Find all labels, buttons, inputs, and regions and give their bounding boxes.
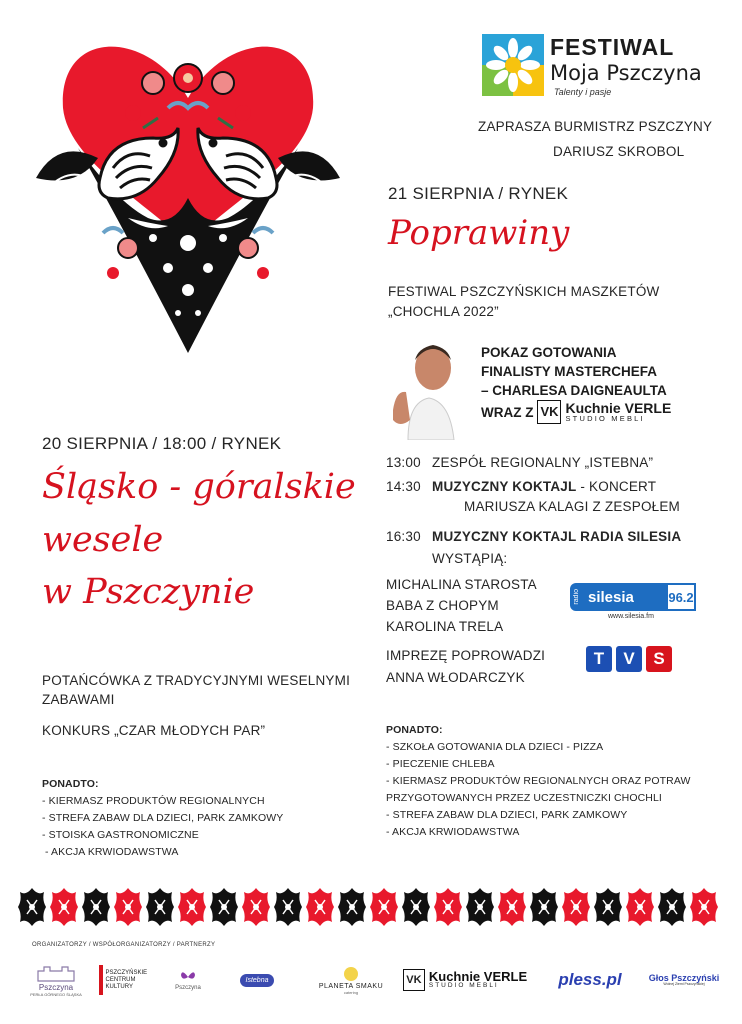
verle-vk-icon: VK	[537, 400, 561, 424]
tvs-letter-s: S	[646, 646, 672, 672]
heart-doves-illustration	[28, 28, 348, 358]
verle-brand-footer	[429, 970, 527, 990]
schedule-row	[386, 529, 706, 551]
chef-line-3: – CHARLESA DAIGNEAULTA	[481, 383, 667, 398]
footer-label: ORGANIZATORZY / WSPÓŁORGANIZATORZY / PARTNERZY	[32, 942, 216, 948]
list-item: - STREFA ZABAW DLA DZIECI, PARK ZAMKOWY	[386, 809, 628, 821]
day2-title: Poprawiny	[388, 213, 570, 253]
logo-festiwal-text: FESTIWAL	[550, 34, 675, 60]
day1-line-3: KONKURS „CZAR MŁODYCH PAR”	[42, 723, 266, 738]
sponsor-name: Istebna	[240, 974, 275, 987]
radio-name: silesia	[588, 588, 634, 606]
sponsor-istebna-logo	[236, 960, 278, 1000]
day1-title-1: Śląsko - góralskie	[42, 467, 356, 507]
schedule-text: - KONCERT	[576, 479, 657, 494]
schedule-text: MARIUSZA KALAGI Z ZESPOŁEM	[464, 499, 680, 514]
chef-photo	[388, 330, 470, 440]
day1-ponadto-title: PONADTO:	[42, 778, 99, 790]
list-item: - AKCJA KRWIODAWSTWA	[386, 826, 520, 838]
castle-icon	[36, 963, 76, 983]
radio-url: www.silesia.fm	[608, 613, 654, 620]
schedule-time: 16:30	[386, 529, 421, 544]
list-item: - KIERMASZ PRODUKTÓW REGIONALNYCH	[42, 795, 265, 807]
schedule-bold: MUZYCZNY KOKTAJL RADIA SILESIA	[432, 529, 682, 544]
sponsor-pless-logo	[548, 960, 632, 1000]
sponsor-pck-logo	[96, 960, 158, 1000]
performer: BABA Z CHOPYM	[386, 598, 499, 613]
sponsor-name: Głos Pszczyński	[648, 972, 720, 983]
radio-silesia-logo	[570, 583, 696, 623]
invite-line-2: DARIUSZ SKROBOL	[553, 144, 685, 159]
sponsor-name: PSZCZYŃSKIE CENTRUM KULTURY	[105, 969, 148, 990]
sponsor-sub: Wolnej Ziemi Pszczyńskiej	[663, 981, 705, 986]
pck-bar-icon	[99, 965, 103, 995]
host-line-1: IMPREZĘ POPROWADZI	[386, 648, 546, 663]
performers-list	[386, 574, 537, 637]
verle-vk-icon: VK	[403, 969, 425, 991]
invite-line-1: ZAPRASZA BURMISTRZ PSZCZYNY	[478, 119, 713, 134]
chef-announcement	[481, 343, 671, 424]
verle-name: Kuchnie VERLE	[565, 400, 672, 417]
radio-word: radio	[573, 589, 580, 605]
sponsor-sub: PERŁA GÓRNEGO ŚLĄSKA	[30, 992, 82, 997]
list-item: - PIECZENIE CHLEBA	[386, 758, 495, 770]
daisy-logo-icon	[482, 34, 544, 96]
butterfly-icon	[180, 969, 196, 985]
day1-ponadto-list	[42, 793, 283, 861]
chef-line-1: POKAZ GOTOWANIA	[481, 345, 617, 360]
chef-line-4	[481, 400, 671, 424]
day1-line-2: ZABAWAMI	[42, 692, 115, 707]
schedule-row	[386, 455, 706, 479]
schedule-row	[386, 499, 706, 529]
list-item: - STREFA ZABAW DLA DZIECI, PARK ZAMKOWY	[42, 812, 284, 824]
list-item: - AKCJA KRWIODAWSTWA	[42, 846, 179, 858]
ornament-band	[18, 886, 724, 928]
ornament-motifs	[18, 888, 718, 926]
schedule	[386, 455, 706, 571]
day2-festival-line-2: „CHOCHLA 2022”	[388, 304, 499, 319]
planet-icon	[342, 965, 360, 983]
day1-title-2: wesele	[42, 520, 164, 560]
sponsor-name: Pszczyna	[38, 983, 74, 992]
list-item: - STOISKA GASTRONOMICZNE	[42, 829, 199, 841]
sponsor-pszczyna-2-logo	[168, 960, 208, 1000]
sponsor-sub: catering	[343, 990, 359, 995]
verle-brand	[565, 401, 671, 423]
list-item: - KIERMASZ PRODUKTÓW REGIONALNYCH ORAZ POTRAW	[386, 775, 691, 787]
day1-date: 20 SIERPNIA / 18:00 / RYNEK	[42, 434, 282, 453]
verle-sub: STUDIO MEBLI	[565, 414, 645, 424]
logo-moja-pszczyna-text: Moja Pszczyna	[550, 61, 702, 85]
host-block	[386, 645, 545, 689]
radio-silesia-badge	[570, 583, 666, 611]
sponsor-planeta-smaku-logo	[314, 960, 388, 1000]
tvs-logo	[586, 646, 672, 672]
schedule-bold: MUZYCZNY KOKTAJL	[432, 479, 577, 494]
tvs-letter-t: T	[586, 646, 612, 672]
sponsor-glos-pszczynski-logo	[648, 960, 720, 1000]
festival-logo	[480, 28, 720, 100]
performer: KAROLINA TRELA	[386, 619, 504, 634]
day1-title-3: w Pszczynie	[42, 572, 255, 612]
sponsor-sub: STUDIO MEBLI	[428, 982, 499, 990]
day2-ponadto-list	[386, 739, 691, 841]
sponsor-kuchnie-verle-logo	[400, 960, 530, 1000]
schedule-time: 14:30	[386, 479, 421, 494]
day1-dance	[42, 671, 350, 709]
schedule-row	[386, 479, 706, 499]
sponsor-name: PLANETA SMAKU	[318, 983, 384, 990]
day2-ponadto-title: PONADTO:	[386, 724, 443, 736]
radio-freq: 96.2	[666, 583, 696, 611]
logo-talenty-text: Talenty i pasje	[554, 87, 612, 97]
wystapia-label: WYSTĄPIĄ:	[432, 551, 508, 566]
day2-date: 21 SIERPNIA / RYNEK	[388, 184, 569, 203]
sponsor-name: pless.pl	[558, 970, 622, 989]
schedule-time: 13:00	[386, 455, 421, 470]
list-item: PRZYGOTOWANYCH PRZEZ UCZESTNICZKI CHOCHLI	[386, 792, 662, 804]
list-item: - SZKOŁA GOTOWANIA DLA DZIECI - PIZZA	[386, 741, 604, 753]
host-line-2: ANNA WŁODARCZYK	[386, 670, 525, 685]
tvs-letter-v: V	[616, 646, 642, 672]
chef-line-4-text: WRAZ Z	[481, 404, 534, 420]
performer: MICHALINA STAROSTA	[386, 577, 537, 592]
sponsor-name: Kuchnie VERLE	[428, 969, 528, 985]
chef-line-2: FINALISTY MASTERCHEFA	[481, 364, 658, 379]
sponsor-name: Pszczyna	[175, 985, 201, 991]
sponsor-pszczyna-logo	[26, 960, 86, 1000]
schedule-text: ZESPÓŁ REGIONALNY „ISTEBNA”	[432, 455, 654, 470]
day1-line-1: POTAŃCÓWKA Z TRADYCYJNYMI WESELNYMI	[42, 673, 351, 688]
day2-festival-line-1: FESTIWAL PSZCZYŃSKICH MASZKETÓW	[388, 284, 660, 299]
